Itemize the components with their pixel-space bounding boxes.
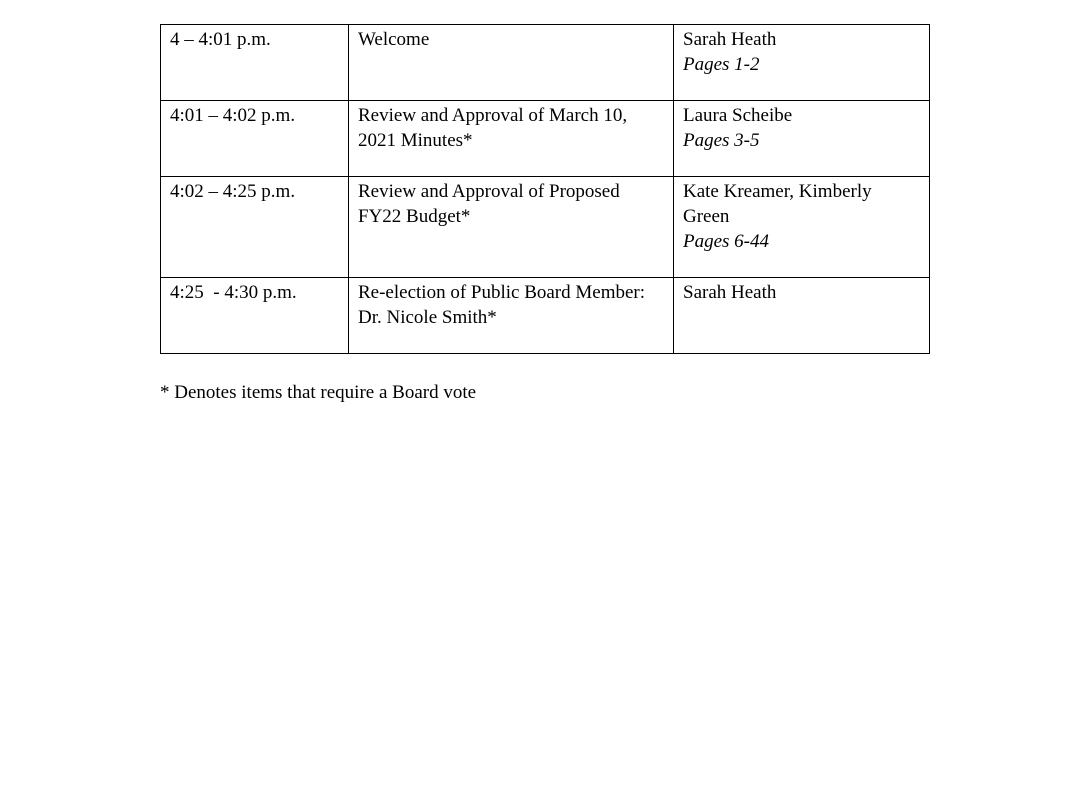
agenda-item: Review and Approval of March 10, 2021 Minutes* [349,101,674,177]
agenda-presenter-cell [674,177,930,278]
agenda-presenter: Sarah Heath [683,29,777,50]
footnote: * Denotes items that require a Board vote [160,382,477,403]
agenda-presenter: Laura Scheibe [683,105,793,126]
agenda-pages: Pages 3-5 [683,130,760,151]
agenda-pages: Pages 6-44 [683,231,770,252]
agenda-table [160,24,930,354]
agenda-pages: Pages 1-2 [683,54,760,75]
agenda-row [161,177,930,278]
agenda-item: Welcome [349,25,674,101]
agenda-row [161,278,930,354]
agenda-item: Re-election of Public Board Member: Dr. Nicole Smith* [349,278,674,354]
agenda-presenter: Kate Kreamer, Kimberly Green [683,181,872,227]
agenda-row [161,101,930,177]
agenda-item: Review and Approval of Proposed FY22 Budget* [349,177,674,278]
agenda-row [161,25,930,101]
agenda-presenter: Sarah Heath [683,282,777,303]
agenda-time: 4:02 – 4:25 p.m. [161,177,349,278]
agenda-presenter-cell [674,101,930,177]
agenda-presenter-cell [674,278,930,354]
agenda-time: 4 – 4:01 p.m. [161,25,349,101]
agenda-presenter-cell [674,25,930,101]
agenda-time: 4:01 – 4:02 p.m. [161,101,349,177]
agenda-time: 4:25 - 4:30 p.m. [161,278,349,354]
